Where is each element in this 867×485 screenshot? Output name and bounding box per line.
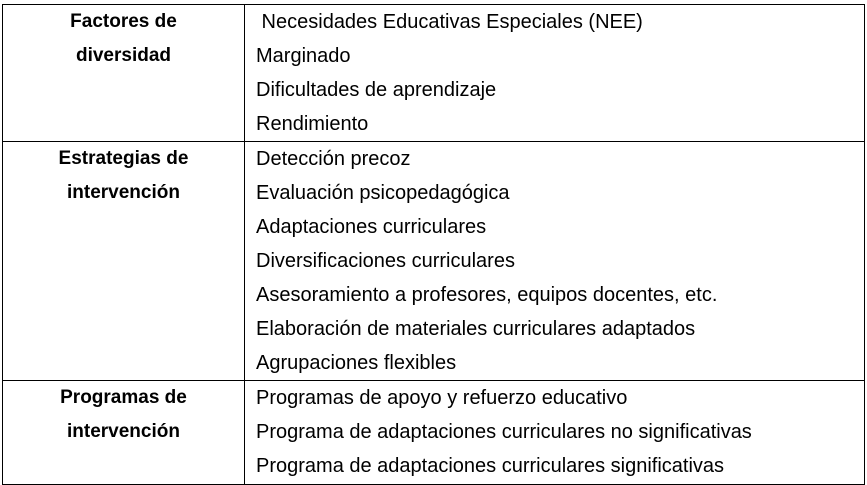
heading-line: intervención — [67, 421, 180, 442]
diversity-table — [2, 4, 865, 485]
row-heading-estrategias — [3, 142, 245, 381]
list-item: Elaboración de materiales curriculares adaptados — [256, 318, 696, 340]
row-heading-factores — [3, 5, 245, 142]
list-item: Necesidades Educativas Especiales (NEE) — [256, 11, 643, 33]
list-item: Rendimiento — [256, 113, 369, 135]
list-item: Programa de adaptaciones curriculares significativas — [256, 455, 725, 477]
list-item: Marginado — [256, 45, 351, 67]
heading-line: Factores de — [70, 11, 177, 32]
table-row-factores — [3, 5, 865, 142]
list-item: Evaluación psicopedagógica — [256, 182, 510, 204]
list-item: Programas de apoyo y refuerzo educativo — [256, 387, 628, 409]
table-row-estrategias — [3, 142, 865, 381]
list-item: Diversificaciones curriculares — [256, 250, 515, 272]
row-items-factores — [245, 5, 865, 142]
list-item: Adaptaciones curriculares — [256, 216, 487, 238]
heading-line: intervención — [67, 182, 180, 203]
row-heading-programas — [3, 381, 245, 485]
list-item: Programa de adaptaciones curriculares no significativas — [256, 421, 752, 443]
heading-line: Estrategias de — [58, 148, 189, 169]
row-items-programas — [245, 381, 865, 485]
row-items-estrategias — [245, 142, 865, 381]
heading-line: diversidad — [75, 45, 172, 66]
list-item: Dificultades de aprendizaje — [256, 79, 497, 101]
list-item: Asesoramiento a profesores, equipos docentes, etc. — [256, 284, 718, 306]
list-item: Agrupaciones flexibles — [256, 352, 457, 374]
heading-line: Programas de — [60, 387, 187, 408]
table-row-programas — [3, 381, 865, 485]
list-item: Detección precoz — [256, 148, 411, 170]
